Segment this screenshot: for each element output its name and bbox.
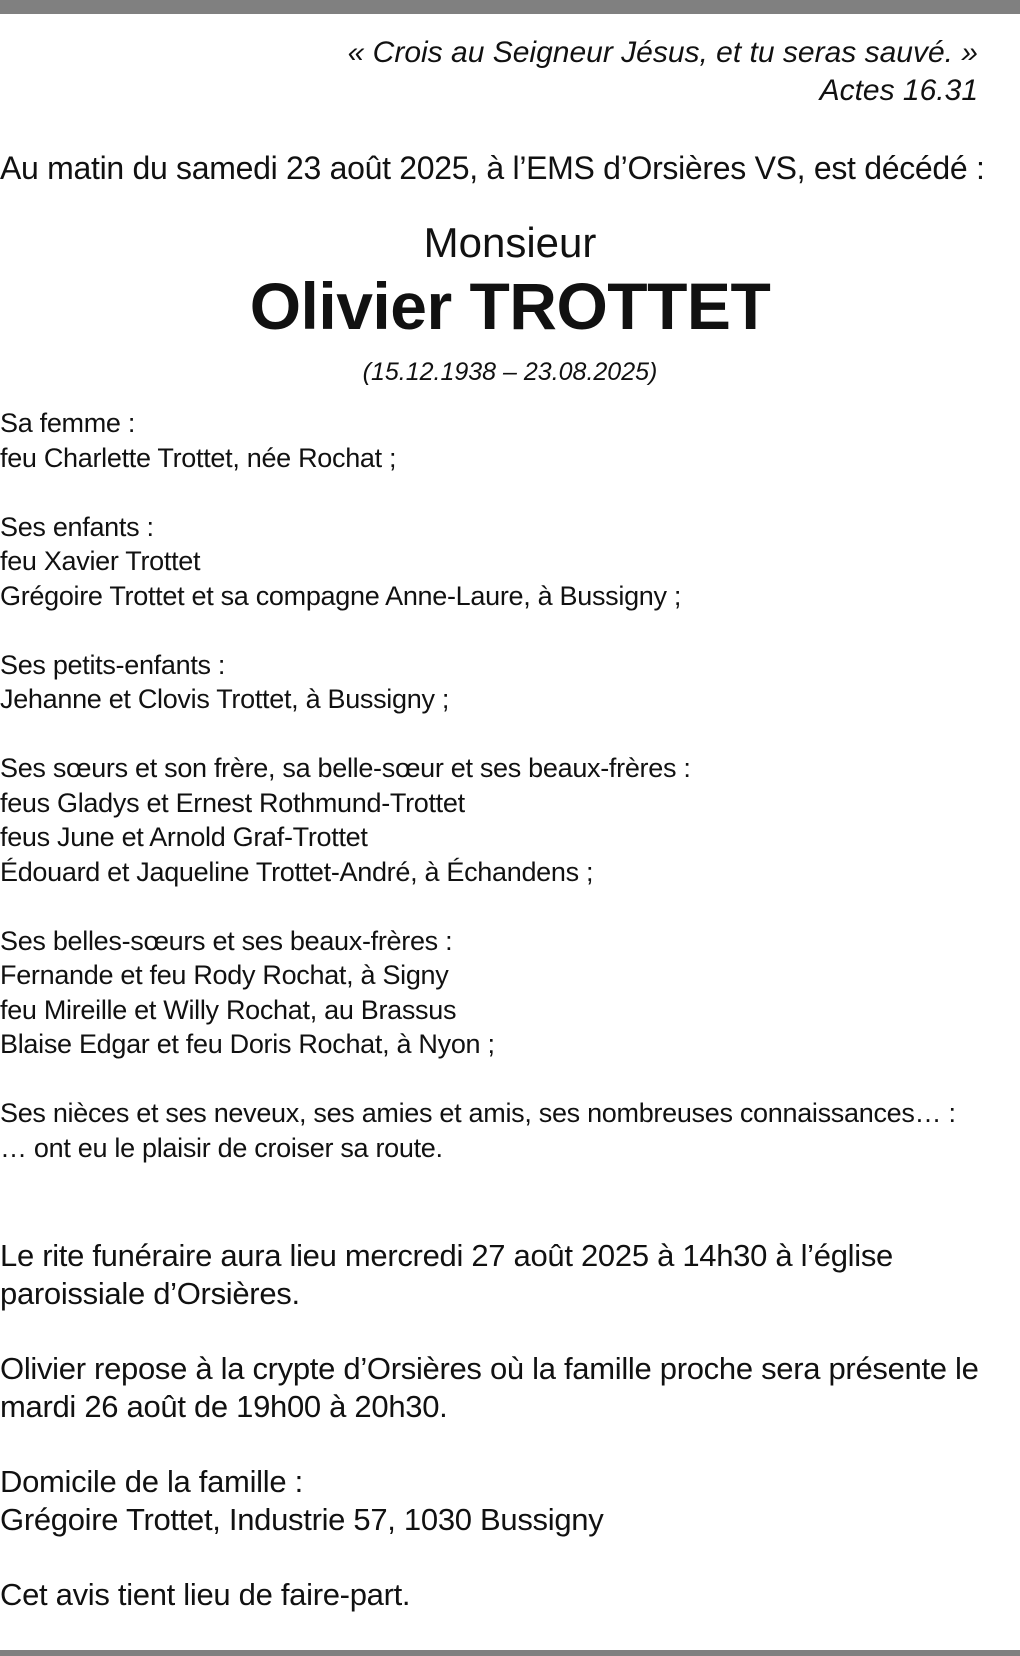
family-member: feus June et Arnold Graf-Trottet (0, 822, 368, 852)
family-member: feu Mireille et Willy Rochat, au Brassus (0, 994, 457, 1025)
family-member: feu Xavier Trottet (0, 546, 201, 576)
quote-reference: Actes 16.31 (819, 74, 978, 107)
family-member: Blaise Edgar et feu Doris Rochat, à Nyon ; (0, 1029, 495, 1059)
top-border (0, 0, 1020, 14)
domicile-block (0, 1463, 1020, 1539)
honorific: Monsieur (423, 219, 597, 266)
family-member: Fernande et feu Rody Rochat, à Signy (0, 960, 449, 990)
funeral-info (0, 1237, 1020, 1651)
family-group-children (0, 510, 956, 614)
family-group-wife (0, 406, 956, 475)
closing-note: Cet avis tient lieu de faire-part. (0, 1577, 411, 1612)
family-heading: Ses enfants : (0, 511, 154, 542)
family-heading: Ses petits-enfants : (0, 649, 226, 680)
family-group-siblings (0, 751, 956, 889)
family-member: Jehanne et Clovis Trottet, à Bussigny ; (0, 684, 450, 714)
family-member: … ont eu le plaisir de croiser sa route. (0, 1132, 443, 1163)
deceased-name: Olivier TROTTET (249, 269, 771, 343)
deceased-block (0, 218, 1020, 387)
family-group-in-laws (0, 924, 956, 1062)
domicile-address: Grégoire Trottet, Industrie 57, 1030 Bussigny (0, 1502, 604, 1537)
domicile-heading: Domicile de la famille : (0, 1464, 303, 1499)
bible-quote (348, 34, 978, 110)
quote-text: « Crois au Seigneur Jésus, et tu seras sauvé. » (347, 36, 978, 69)
family-group-grandchildren (0, 648, 956, 717)
family-member: Édouard et Jaqueline Trottet-André, à Échandens ; (0, 856, 594, 887)
life-dates: (15.12.1938 – 23.08.2025) (362, 358, 658, 386)
family-member: Grégoire Trottet et sa compagne Anne-Laure, à Bussigny ; (0, 580, 682, 611)
bottom-border (0, 1650, 1020, 1656)
death-announcement-intro: Au matin du samedi 23 août 2025, à l’EMS d’Orsières VS, est décédé : (0, 150, 985, 186)
family-heading: Ses nièces et ses neveux, ses amies et amis, ses nombreuses connaissances… : (0, 1098, 956, 1128)
family-heading: Ses sœurs et son frère, sa belle-sœur et ses beaux-frères : (0, 753, 691, 783)
family-member: feu Charlette Trottet, née Rochat ; (0, 442, 397, 473)
ceremony-text: Le rite funéraire aura lieu mercredi 27 août 2025 à 14h30 à l’église paroissiale d’Orsières. (0, 1238, 893, 1311)
family-list (0, 406, 956, 1200)
family-heading: Ses belles-sœurs et ses beaux-frères : (0, 925, 453, 956)
family-group-relatives-friends (0, 1096, 956, 1165)
family-heading: Sa femme : (0, 408, 136, 438)
viewing-text: Olivier repose à la crypte d’Orsières où la famille proche sera présente le mardi 26 août de 19h00 à 20h30. (0, 1351, 979, 1424)
family-member: feus Gladys et Ernest Rothmund-Trottet (0, 787, 465, 818)
